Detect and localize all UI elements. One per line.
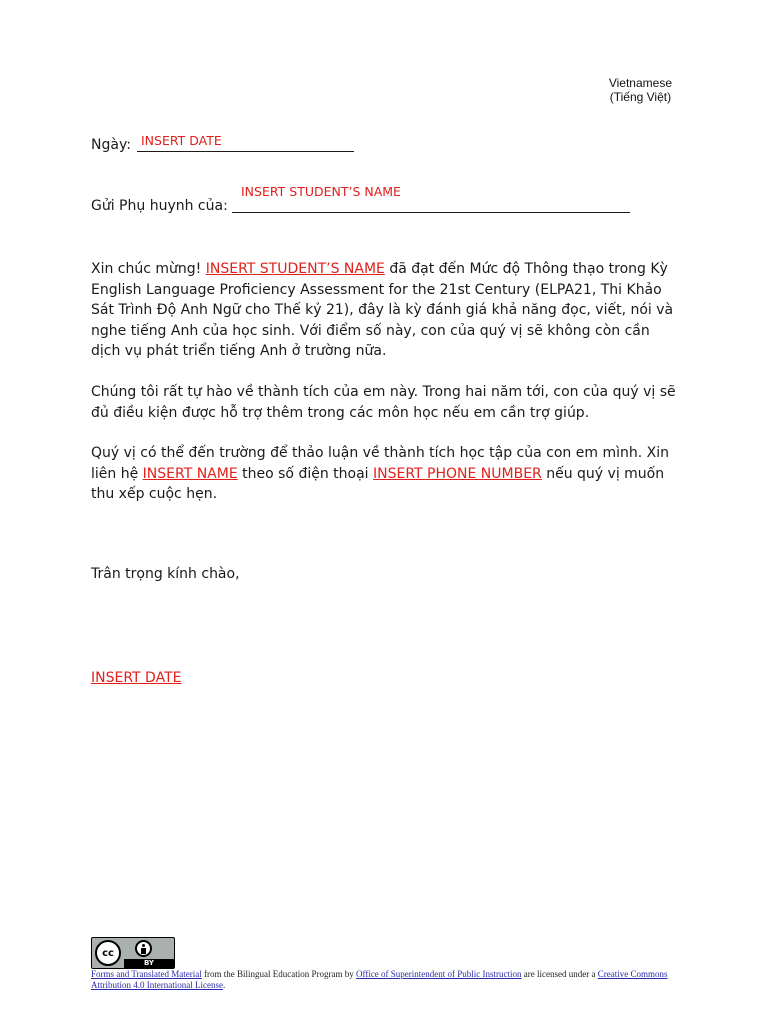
- ospi-link[interactable]: Office of Superintendent of Public Instruction: [355, 969, 522, 979]
- p2-text: Chúng tôi rất tự hào về thành tích của em này. Trong hai năm tới, con của quý vị sẽ đủ điều kiện được hỗ trợ thêm trong các môn học nếu em cần trợ giúp.: [91, 384, 676, 421]
- paragraph-contact: [91, 443, 681, 505]
- creative-commons-icon: cc: [95, 940, 121, 966]
- p1-student-placeholder: INSERT STUDENT’S NAME: [205, 261, 385, 277]
- signature-date-placeholder: INSERT DATE: [91, 670, 182, 686]
- closing-salutation: Trân trọng kính chào,: [91, 566, 240, 582]
- license-text-3: .: [222, 980, 226, 990]
- cc-license-link[interactable]: Creative Commons Attribution 4.0 International License: [91, 969, 668, 990]
- language-native-name: (Tiếng Việt): [609, 90, 672, 104]
- p3-text-before: Quý vị có thể đến trường để thảo luận về thành tích học tập của con em mình. Xin liên hệ: [91, 445, 669, 482]
- p3-text-after: nếu quý vị muốn thu xếp cuộc hẹn.: [91, 465, 665, 502]
- by-label: BY: [124, 959, 174, 968]
- recipient-placeholder: INSERT STUDENT’S NAME: [241, 184, 401, 199]
- forms-material-link[interactable]: Forms and Translated Material: [91, 969, 202, 979]
- license-footer: [91, 969, 681, 991]
- p1-text-after: đã đạt đến Mức độ Thông thạo trong Kỳ English Language Proficiency Assessment for the 21st Century (ELPA21, Thi Khảo Sát Trình Độ Anh Ngữ cho Thế kỷ 21), đây là kỳ đánh giá khả năng đọc, viết, nói và nghe tiếng Anh của học sinh. Với điểm số này, con của quý vị sẽ không còn cần dịch vụ phát triển tiếng Anh ở trường nữa.: [91, 261, 674, 359]
- p3-text-middle: theo số điện thoại: [237, 465, 373, 482]
- attribution-person-icon: [135, 940, 152, 957]
- language-name: Vietnamese: [608, 76, 672, 90]
- license-text-1: from the Bilingual Education Program by: [201, 969, 356, 979]
- language-tag: [609, 76, 672, 104]
- date-placeholder: INSERT DATE: [141, 133, 222, 148]
- p3-phone-placeholder: INSERT PHONE NUMBER: [373, 465, 542, 482]
- date-underline: [137, 151, 354, 152]
- cc-by-license-badge[interactable]: [91, 937, 175, 969]
- paragraph-pride: [91, 382, 681, 423]
- license-text-2: are licensed under a: [521, 969, 598, 979]
- p3-name-placeholder: INSERT NAME: [142, 465, 238, 482]
- paragraph-congratulations: [91, 259, 681, 362]
- recipient-label: Gửi Phụ huynh của:: [91, 198, 228, 214]
- recipient-underline: [232, 212, 630, 213]
- date-label: Ngày:: [91, 137, 131, 153]
- p1-text-before: Xin chúc mừng!: [91, 261, 206, 277]
